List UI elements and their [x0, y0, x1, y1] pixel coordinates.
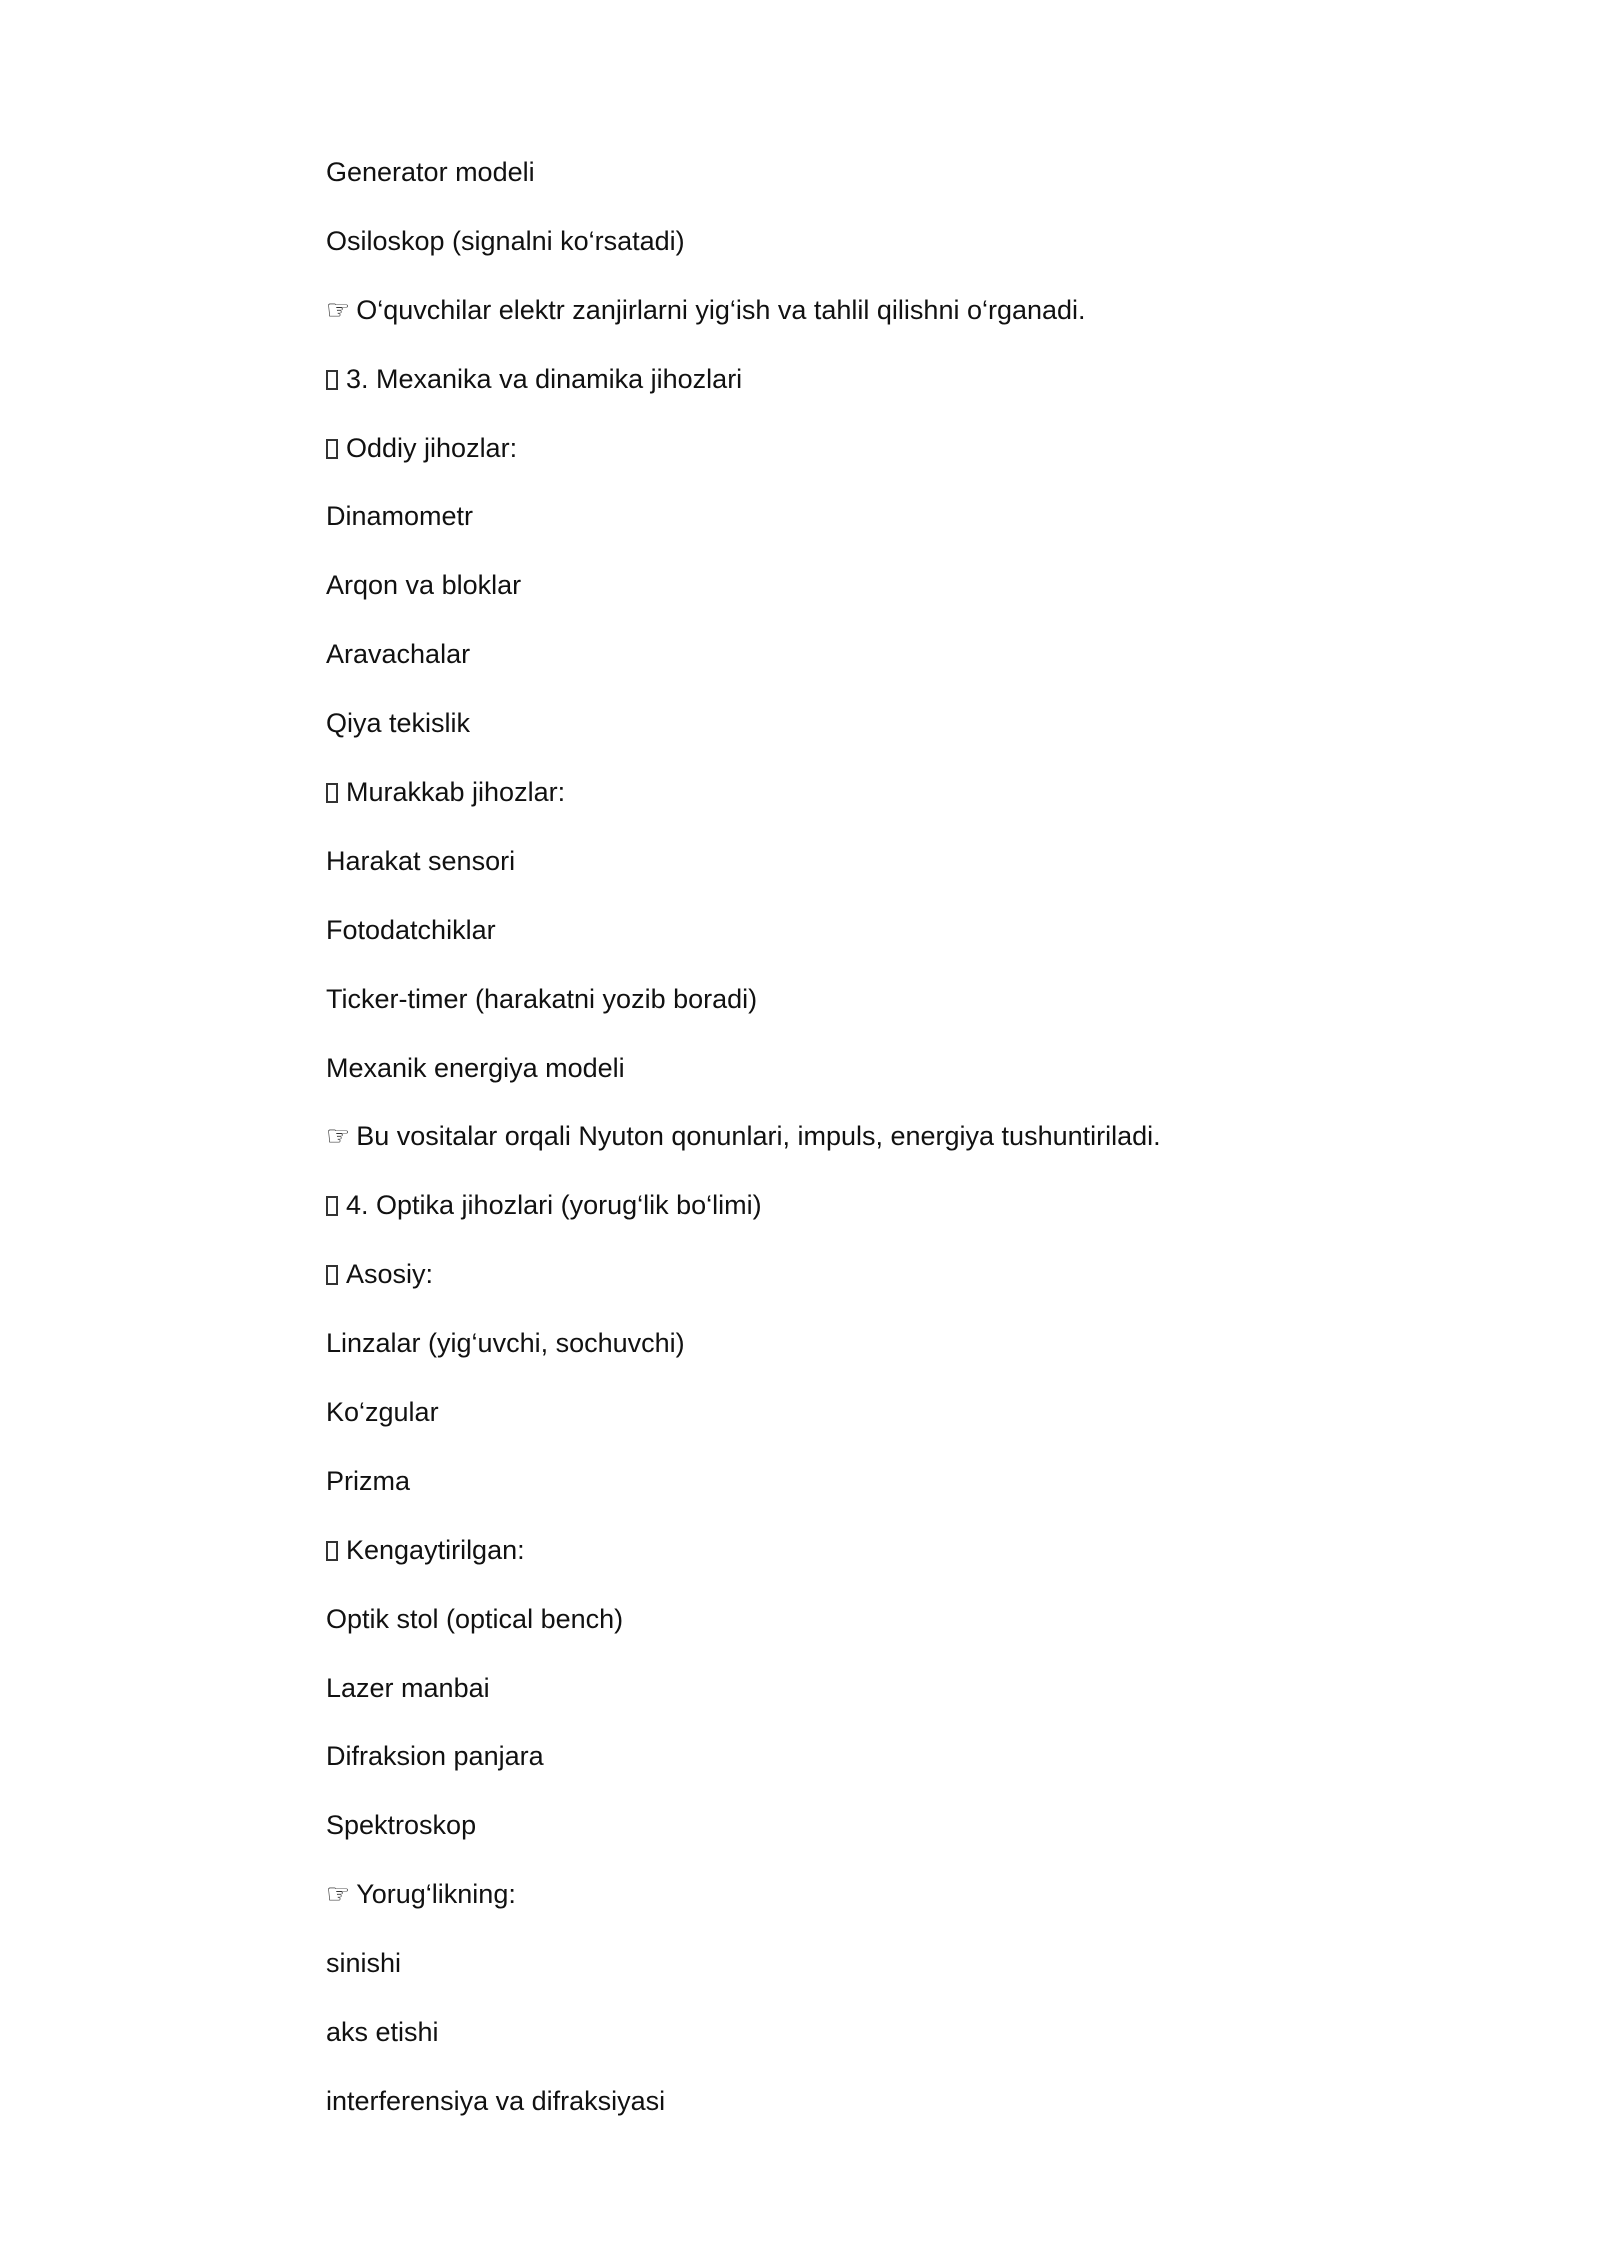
pointing-hand-icon: ☞: [326, 294, 351, 325]
text-line: [326, 2010, 1326, 2079]
text-line: [326, 1390, 1326, 1459]
missing-glyph-icon: [326, 439, 338, 459]
text-line: [326, 632, 1326, 701]
text-line: [326, 770, 1326, 839]
pointing-hand-icon: ☞: [326, 1879, 351, 1910]
text-line: [326, 357, 1326, 426]
line-text: Prizma: [326, 1465, 411, 1496]
line-text: Osiloskop (signalni ko‘rsatadi): [326, 225, 685, 256]
missing-glyph-icon: [326, 1265, 338, 1285]
line-text: 3. Mexanika va dinamika jihozlari: [346, 363, 743, 394]
line-text: Qiya tekislik: [326, 708, 471, 739]
line-text: sinishi: [326, 1948, 402, 1979]
line-text: Ticker-timer (harakatni yozib boradi): [326, 983, 758, 1014]
text-line: [326, 219, 1326, 288]
line-text: Oddiy jihozlar:: [346, 432, 518, 463]
text-line: [326, 1321, 1326, 1390]
missing-glyph-icon: [326, 1541, 338, 1561]
line-text: Optik stol (optical bench): [326, 1603, 624, 1634]
line-text: Aravachalar: [326, 639, 471, 670]
line-text: O‘quvchilar elektr zanjirlarni yig‘ish va tahlil qilishni o‘rganadi.: [356, 294, 1086, 325]
line-text: Difraksion panjara: [326, 1741, 544, 1772]
text-line: [326, 494, 1326, 563]
document-body: [326, 150, 1326, 2148]
text-line: [326, 1046, 1326, 1115]
line-text: Generator modeli: [326, 157, 535, 187]
line-text: aks etishi: [326, 2017, 439, 2048]
text-line: [326, 977, 1326, 1046]
line-text: Ko‘zgular: [326, 1397, 439, 1428]
text-line: [326, 1666, 1326, 1735]
line-text: Dinamometr: [326, 501, 474, 532]
line-text: 4. Optika jihozlari (yorug‘lik bo‘limi): [346, 1190, 762, 1221]
text-line: [326, 1803, 1326, 1872]
text-line: [326, 1459, 1326, 1528]
text-line: [326, 150, 1326, 219]
text-line: [326, 563, 1326, 632]
text-line: [326, 1252, 1326, 1321]
text-line: [326, 1114, 1326, 1183]
text-line: [326, 288, 1326, 357]
text-line: [326, 2079, 1326, 2148]
text-line: [326, 1734, 1326, 1803]
line-text: Kengaytirilgan:: [346, 1534, 525, 1565]
text-line: [326, 1183, 1326, 1252]
line-text: Bu vositalar orqali Nyuton qonunlari, impuls, energiya tushuntiriladi.: [356, 1121, 1161, 1152]
text-line: [326, 701, 1326, 770]
line-text: Mexanik energiya modeli: [326, 1052, 625, 1083]
text-line: [326, 426, 1326, 495]
line-text: Murakkab jihozlar:: [346, 777, 566, 808]
text-line: [326, 1941, 1326, 2010]
line-text: Harakat sensori: [326, 845, 516, 876]
line-text: Lazer manbai: [326, 1672, 490, 1703]
pointing-hand-icon: ☞: [326, 1121, 351, 1152]
line-text: Spektroskop: [326, 1810, 477, 1841]
missing-glyph-icon: [326, 1196, 338, 1216]
line-text: Yorug‘likning:: [356, 1879, 516, 1910]
line-text: Linzalar (yig‘uvchi, sochuvchi): [326, 1328, 685, 1359]
line-text: Asosiy:: [346, 1259, 434, 1290]
missing-glyph-icon: [326, 783, 338, 803]
text-line: [326, 839, 1326, 908]
text-line: [326, 908, 1326, 977]
text-line: [326, 1597, 1326, 1666]
line-text: interferensiya va difraksiyasi: [326, 2085, 666, 2116]
line-text: Arqon va bloklar: [326, 570, 522, 601]
text-line: [326, 1528, 1326, 1597]
text-line: [326, 1872, 1326, 1941]
missing-glyph-icon: [326, 370, 338, 390]
line-text: Fotodatchiklar: [326, 914, 496, 945]
